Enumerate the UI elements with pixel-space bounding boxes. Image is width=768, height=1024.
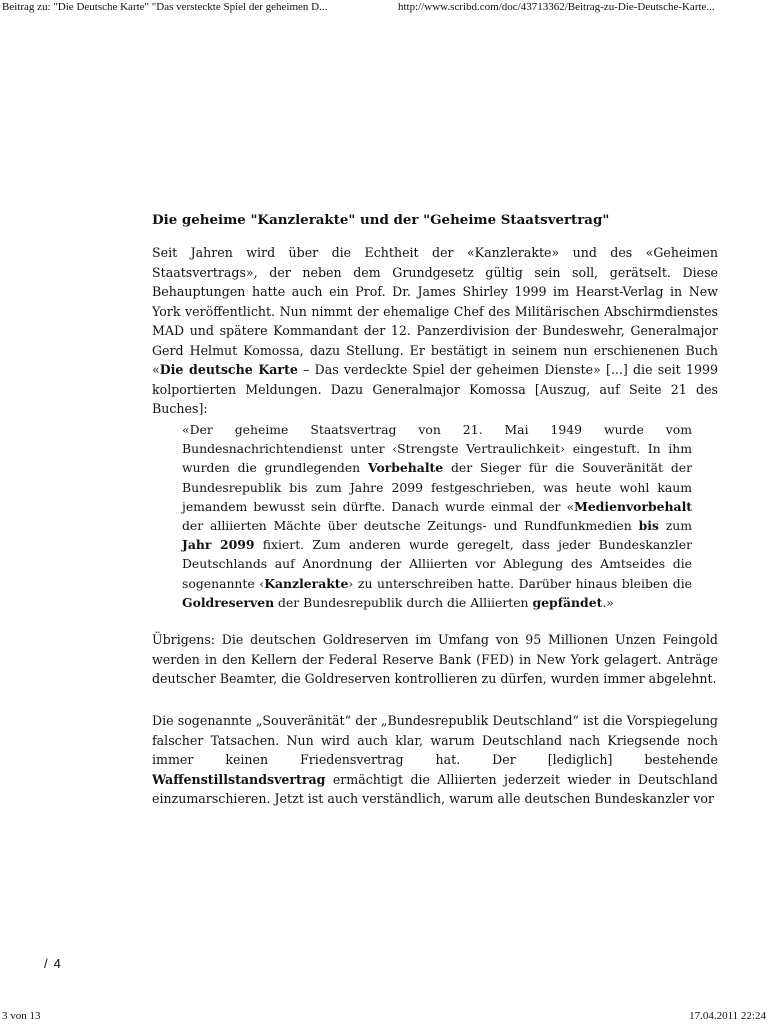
- bold-run: Die deutsche Karte: [159, 362, 298, 377]
- text-run: «Der geheime Staatsvertrag von 21. Mai 1949 wurde vom Bundesnachrichtendienst unter ‹Strengste Vertraulichkeit› eingestuft. In ihm wurden die grundlegenden: [182, 422, 692, 476]
- print-header-title: Beitrag zu: "Die Deutsche Karte" "Das versteckte Spiel der geheimen D...: [2, 1, 328, 13]
- text-run: der Sieger für die Souveränität der Bundesrepublik bis zum Jahre 2099 festgeschrieben, was heute wohl kaum jemandem bewusst sein dürfte. Danach wurde einmal der «: [182, 460, 693, 514]
- text-run: der alliierten Mächte über deutsche Zeitungs- und Rundfunkmedien: [182, 518, 639, 534]
- bold-run: gepfändet: [532, 594, 603, 610]
- text-run: .»: [602, 594, 614, 610]
- text-run: Die sogenannte „Souveränität“ der „Bundesrepublik Deutschland“ ist die Vorspiegelung falscher Tatsachen. Nun wird auch klar, warum Deutschland nach Kriegsende noch immer keinen Friedensvertrag hat. Der [lediglich] bestehende: [152, 713, 718, 767]
- text-run: – Das verdeckte Spiel der geheimen Dienste» [...] die seit 1999 kolportierten Meldungen. Dazu Generalmajor Komossa [Auszug, auf Seite 21 des Buches]:: [152, 362, 718, 416]
- bold-run: Jahr 2099: [182, 537, 255, 553]
- paragraph-sovereignty: [152, 711, 718, 809]
- print-footer-datetime: 17.04.2011 22:24: [689, 1010, 766, 1022]
- text-run: der Bundesrepublik durch die Alliierten: [274, 594, 533, 610]
- page-separator: /: [44, 956, 48, 971]
- document-page: [152, 0, 768, 960]
- page-total: 4: [53, 956, 61, 971]
- paragraph-intro: [152, 243, 718, 419]
- bold-run: Kanzlerakte: [264, 575, 349, 591]
- text-run: zum: [658, 518, 692, 534]
- bold-run: Goldreserven: [182, 594, 275, 610]
- text-run: ermächtigt die Alliierten jederzeit wieder in Deutschland einzumarschieren. Jetzt ist auch verständlich, warum alle deutschen Bundeskanzler vor: [152, 771, 718, 806]
- bold-run: Waffenstillstandsvertrag: [152, 771, 326, 787]
- document-title: Die geheime "Kanzlerakte" und der "Geheime Staatsvertrag": [152, 212, 610, 228]
- paragraph-goldreserves: Übrigens: Die deutschen Goldreserven im Umfang von 95 Millionen Unzen Feingold werden in den Kellern der Federal Reserve Bank (FED) in New York gelagert. Anträge deutscher Beamter, die Goldreserven kontrollieren zu dürfen, wurden immer abgelehnt.: [152, 632, 718, 686]
- text-run: › zu unterschreiben hatte. Darüber hinaus bleiben die: [348, 575, 692, 591]
- print-footer-page: 3 von 13: [2, 1010, 41, 1022]
- text-run: Seit Jahren wird über die Echtheit der «Kanzlerakte» und des «Geheimen Staatsvertrags», der neben dem Grundgesetz gültig sein soll, gerätselt. Diese Behauptungen hatte auch ein Prof. Dr. James Shirley 1999 im Hearst-Verlag in New York veröffentlicht. Nun nimmt der ehemalige Chef des Militärischen Abschirmdienstes MAD und spätere Kommandant der 12. Panzerdivision der Bundeswehr, Generalmajor Gerd Helmut Komossa, dazu Stellung. Er bestätigt in seinem nun erschienenen Buch «: [152, 245, 718, 377]
- page-counter: [44, 956, 61, 971]
- text-run: fixiert. Zum anderen wurde geregelt, dass jeder Bundeskanzler Deutschlands auf Anordnung der Alliierten vor Ablegung des Amtseides die sogenannte ‹: [182, 537, 692, 591]
- bold-run: bis: [638, 518, 659, 534]
- bold-run: Medienvorbehalt: [574, 498, 692, 514]
- bold-run: Vorbehalte: [367, 460, 444, 476]
- block-quote: [182, 420, 692, 612]
- print-header-url: http://www.scribd.com/doc/43713362/Beitrag-zu-Die-Deutsche-Karte...: [398, 1, 715, 13]
